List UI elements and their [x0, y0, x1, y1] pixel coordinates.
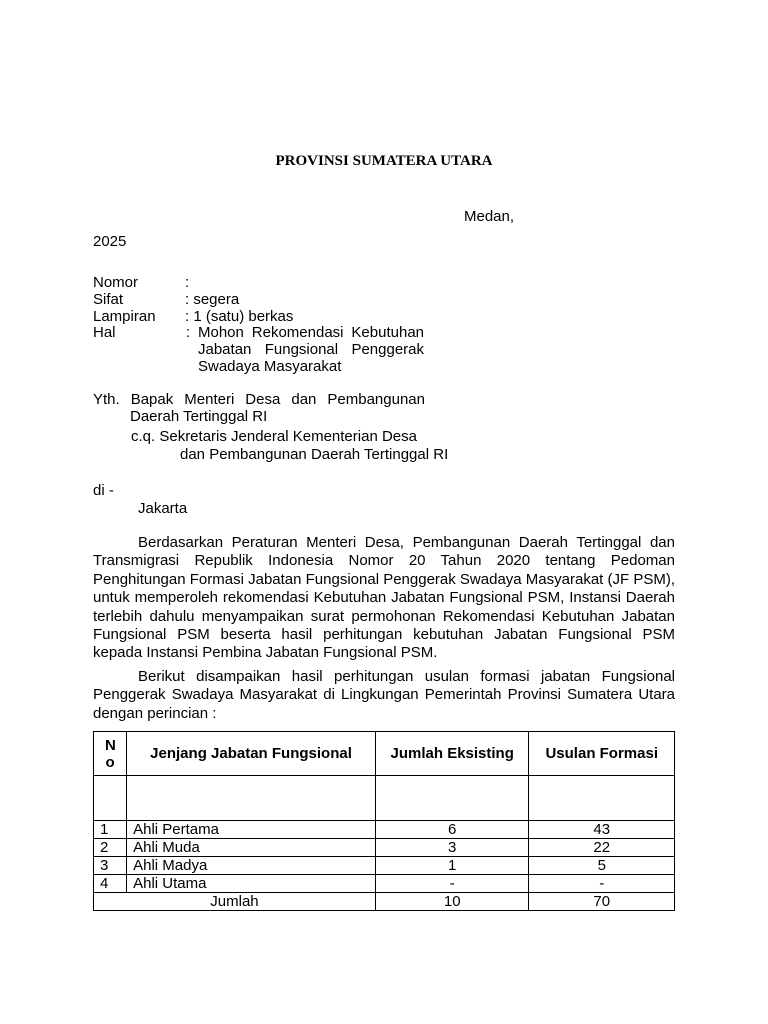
cell-eksisting: - [375, 875, 529, 893]
date-year: 2025 [93, 233, 127, 250]
cell-no: 3 [94, 857, 127, 875]
recipient-line: Yth. Bapak Menteri Desa dan Pembangunan [93, 391, 425, 408]
empty-cell [127, 776, 376, 821]
body-paragraph-2: Berikut disampaikan hasil perhitungan usulan formasi jabatan Fungsional Penggerak Swadaya Masyarakat di Lingkungan Pemerintah Provinsi Sumatera Utara dengan perincian : [93, 668, 675, 722]
cell-jenjang: Ahli Utama [127, 875, 376, 893]
recipient-di: di - [93, 482, 114, 499]
recipient-line: Daerah Tertinggal RI [130, 408, 268, 425]
formasi-table [93, 731, 675, 911]
cell-eksisting: 6 [375, 821, 529, 839]
date-place: Medan, [464, 208, 515, 225]
meta-label: Nomor [93, 274, 139, 291]
table-empty-row [94, 776, 675, 821]
header-eksisting: Jumlah Eksisting [375, 732, 529, 776]
total-label: Jumlah [94, 893, 376, 911]
table-header-row [94, 732, 675, 776]
empty-cell [94, 776, 127, 821]
cell-eksisting: 1 [375, 857, 529, 875]
document-title: PROVINSI SUMATERA UTARA [275, 153, 493, 169]
cell-jenjang: Ahli Madya [127, 857, 376, 875]
cell-eksisting: 3 [375, 839, 529, 857]
total-eksisting: 10 [375, 893, 529, 911]
cell-jenjang: Ahli Muda [127, 839, 376, 857]
meta-colon: : [186, 324, 191, 341]
header-jenjang: Jenjang Jabatan Fungsional [127, 732, 376, 776]
empty-cell [375, 776, 529, 821]
meta-value: : 1 (satu) berkas [185, 308, 294, 325]
recipient-line: c.q. Sekretaris Jenderal Kementerian Desa [131, 428, 417, 445]
table-row [94, 875, 675, 893]
hal-line: Mohon Rekomendasi Kebutuhan [198, 324, 424, 341]
meta-label: Lampiran [93, 308, 156, 325]
recipient-line: dan Pembangunan Daerah Tertinggal RI [180, 446, 449, 463]
total-usulan: 70 [529, 893, 675, 911]
meta-value: : segera [185, 291, 240, 308]
cell-usulan: 22 [529, 839, 675, 857]
meta-value: : [185, 274, 190, 291]
cell-usulan: - [529, 875, 675, 893]
recipient-city: Jakarta [138, 500, 188, 517]
body-paragraph-1: Berdasarkan Peraturan Menteri Desa, Pembangunan Daerah Tertinggal dan Transmigrasi Republik Indonesia Nomor 20 Tahun 2020 tentang Pedoman Penghitungan Formasi Jabatan Fungsional Penggerak Swadaya Masyarakat (JF PSM), untuk memperoleh rekomendasi Kebutuhan Jabatan Fungsional PSM, Instansi Daerah terlebih dahulu menyampaikan surat permohonan Rekomendasi Kebutuhan Jabatan Fungsional PSM beserta hasil perhitungan kebutuhan Jabatan Fungsional PSM kepada Instansi Pembina Jabatan Fungsional PSM. [93, 534, 675, 662]
hal-line: Jabatan Fungsional Penggerak [198, 341, 424, 358]
cell-usulan: 43 [529, 821, 675, 839]
table-row [94, 821, 675, 839]
cell-usulan: 5 [529, 857, 675, 875]
table-row [94, 839, 675, 857]
meta-label: Sifat [93, 291, 124, 308]
empty-cell [529, 776, 675, 821]
cell-no: 4 [94, 875, 127, 893]
cell-jenjang: Ahli Pertama [127, 821, 376, 839]
cell-no: 1 [94, 821, 127, 839]
table-total-row [94, 893, 675, 911]
header-usulan: Usulan Formasi [529, 732, 675, 776]
hal-line: Swadaya Masyarakat [198, 358, 342, 375]
table-row [94, 857, 675, 875]
cell-no: 2 [94, 839, 127, 857]
meta-label: Hal [93, 324, 116, 341]
header-no [94, 732, 127, 776]
header-no-label: No [105, 736, 116, 771]
